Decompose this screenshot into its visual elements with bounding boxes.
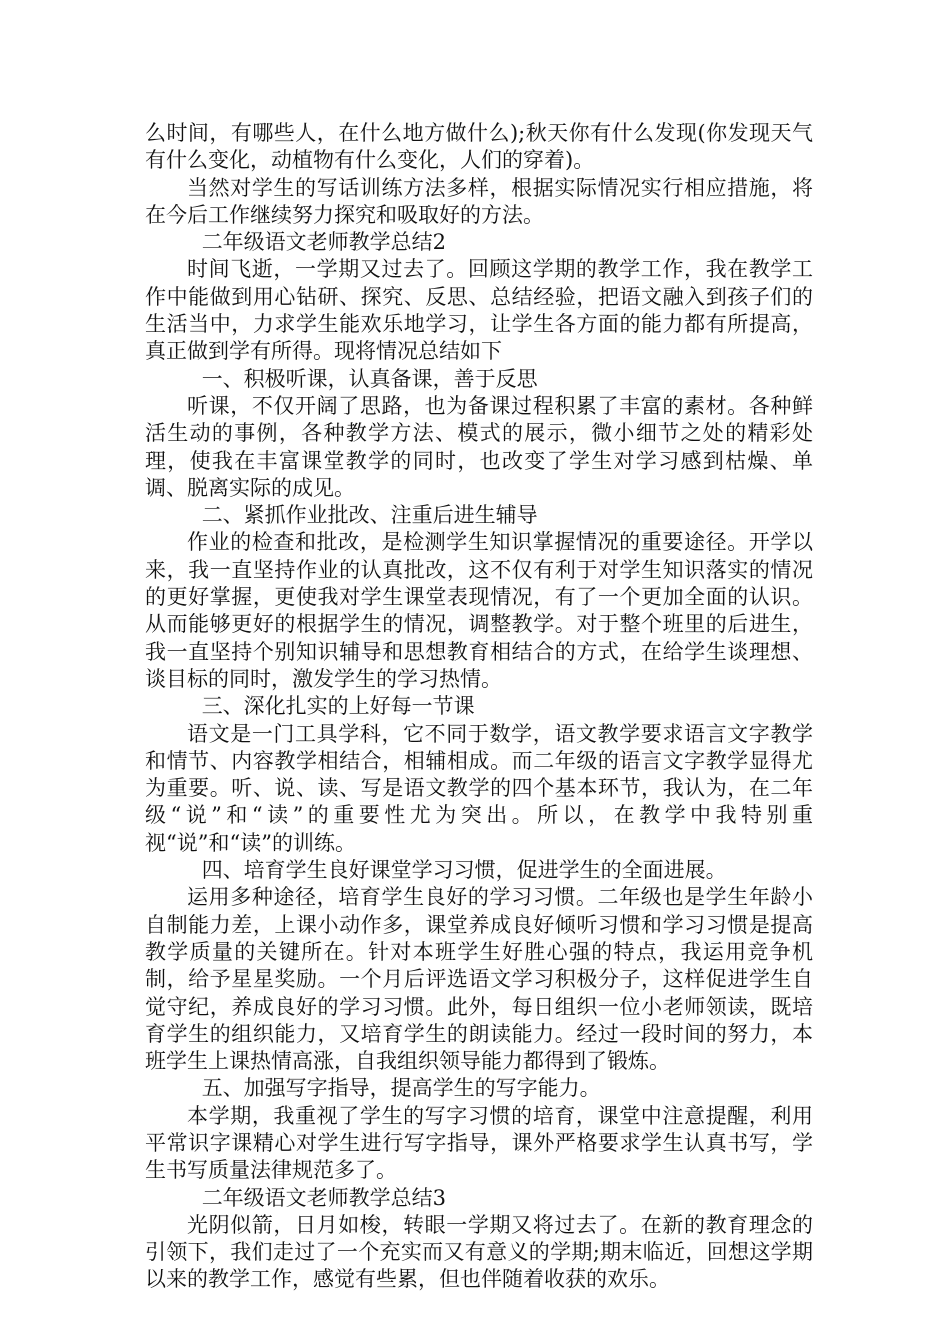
section-title-summary-2: 二年级语文老师教学总结2 — [201, 230, 447, 255]
paragraph: 当然对学生的写话训练方法多样，根据实际情况实行相应措施，将在今后工作继续努力探究和吸取好的方法。 — [145, 175, 813, 227]
paragraph: 运用多种途径，培育学生良好的学习习惯。二年级也是学生年龄小自制能力差，上课小动作多，课堂养成良好倾听习惯和学习习惯是提高教学质量的关键所在。针对本班学生好胜心强的特点，我运用竞争机制，给予星星奖励。一个月后评选语文学习积极分子，这样促进学生自觉守纪，养成良好的学习习惯。此外，每日组织一位小老师领读，既培育学生的组织能力，又培育学生的朗读能力。经过一段时间的努力，本班学生上课热情高涨，自我组织领导能力都得到了锻炼。 — [145, 885, 813, 1074]
paragraph: 本学期，我重视了学生的写字习惯的培育，课堂中注意提醒，利用平常识字课精心对学生进行写字指导，课外严格要求学生认真书写，学生书写质量法律规范多了。 — [145, 1103, 813, 1183]
section-heading-5: 五、加强写字指导，提高学生的写字能力。 — [201, 1076, 601, 1101]
paragraph: 作业的检查和批改，是检测学生知识掌握情况的重要途径。开学以来，我一直坚持作业的认真批改，这不仅有利于对学生知识落实的情况的更好掌握，更使我对学生课堂表现情况，有了一个更加全面的认识。从而能够更好的根据学生的情况，调整教学。对于整个班里的后进生，我一直坚持个别知识辅导和思想教育相结合的方式，在给学生谈理想、谈目标的同时，激发学生的学习热情。 — [145, 530, 813, 691]
section-heading-2: 二、紧抓作业批改、注重后进生辅导 — [201, 503, 538, 528]
paragraph: 时间飞逝，一学期又过去了。回顾这学期的教学工作，我在教学工作中能做到用心钻研、探究、反思、总结经验，把语文融入到孩子们的生活当中，力求学生能欢乐地学习，让学生各方面的能力都有所提高，真正做到学有所得。现将情况总结如下 — [145, 257, 813, 364]
section-heading-3: 三、深化扎实的上好每一节课 — [201, 694, 475, 719]
document-page — [145, 120, 813, 1294]
paragraph: 听课，不仅开阔了思路，也为备课过程积累了丰富的素材。各种鲜活生动的事例，各种教学方法、模式的展示，微小细节之处的精彩处理，使我在丰富课堂教学的同时，也改变了学生对学习感到枯燥、单调、脱离实际的成见。 — [145, 393, 813, 500]
paragraph-continuation: 么时间，有哪些人，在什么地方做什么);秋天你有什么发现(你发现天气有什么变化，动植物有什么变化，人们的穿着)。 — [145, 121, 813, 173]
paragraph: 光阴似箭，日月如梭，转眼一学期又将过去了。在新的教育理念的引领下，我们走过了一个充实而又有意义的学期;期末临近，回想这学期以来的教学工作，感觉有些累，但也伴随着收获的欢乐。 — [145, 1212, 813, 1292]
paragraph: 语文是一门工具学科，它不同于数学，语文教学要求语言文字教学和情节、内容教学相结合，相辅相成。而二年级的语言文字教学显得尤为重要。听、说、读、写是语文教学的四个基本环节，我认为，在二年级“说”和“读”的重要性尤为突出。所以，在教学中我特别重视“说”和“读”的训练。 — [145, 721, 813, 855]
section-heading-1: 一、积极听课，认真备课，善于反思 — [201, 366, 538, 391]
section-heading-4: 四、培育学生良好课堂学习习惯，促进学生的全面进展。 — [201, 858, 727, 883]
section-title-summary-3: 二年级语文老师教学总结3 — [201, 1185, 447, 1210]
